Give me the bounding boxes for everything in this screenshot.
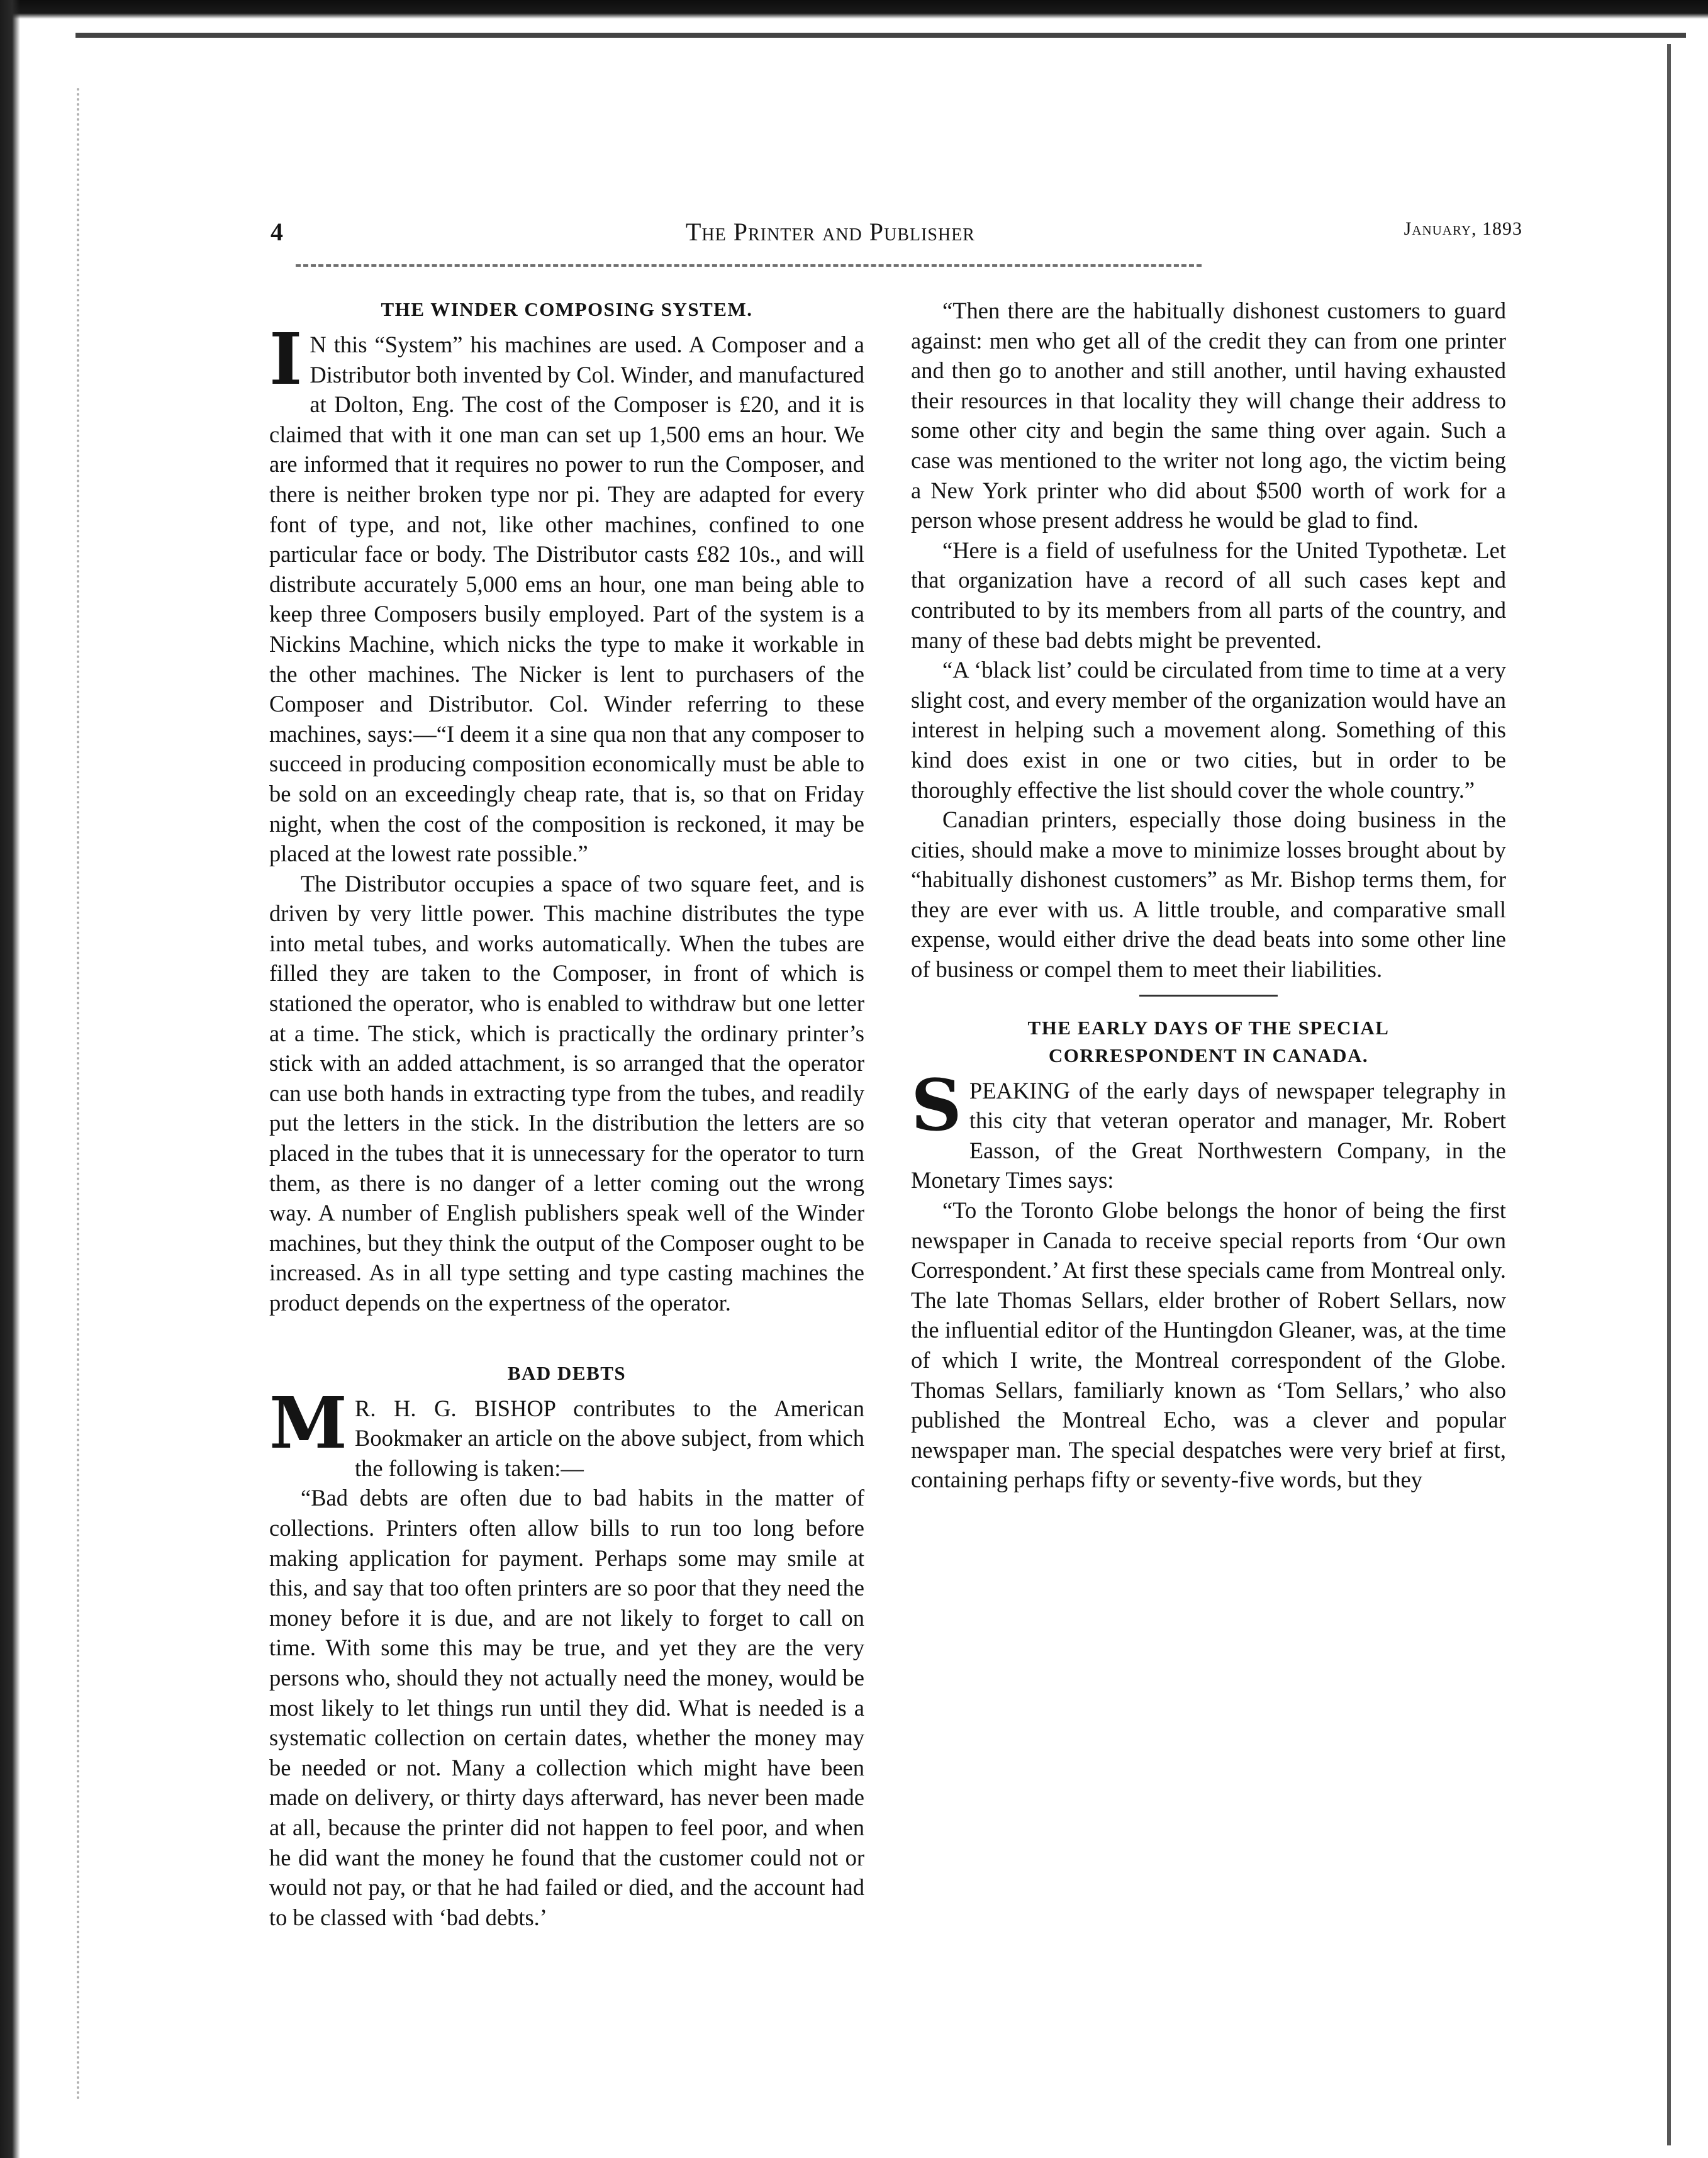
winder-paragraph-2: The Distributor occupies a space of two square feet, and is driven by very little power. This machine distributes the type into metal tubes, and works automatically. When the tubes are filled they are taken to the Composer, in front of which is stationed the operator, who is enabled to withdraw but one letter at a time. The stick, which is practically the ordinary printer’s stick with an added attachment, is so arranged that the operator can use both hands in extracting type from the tubes, and readily put the letters in the stick. In the distribution the letters are so placed in the tubes that it is unnecessary for the operator to turn them, as there is no danger of a letter coming out the wrong way. A number of English publishers speak well of the Winder machines, but they think the output of the Composer ought to be increased. As in all type setting and type casting machines the product depends on the expertness of the operator. bbox=[269, 870, 864, 1316]
left-column bbox=[269, 296, 864, 1932]
right-column bbox=[911, 296, 1506, 1495]
early-days-paragraph-1 bbox=[911, 1064, 1506, 1195]
bad-debts-paragraph-5: “A ‘black list’ could be circulated from time to time at a very slight cost, and every member of the organization would have an interest in helping such a movement along. Something of this kind does exist in one or two cities, but in order to be thoroughly effective the list should cover the whole country.” bbox=[911, 657, 1506, 803]
bad-debts-dropcap: M bbox=[269, 1382, 347, 1465]
header-rule bbox=[296, 264, 1202, 267]
issue-date: January, 1893 bbox=[1404, 218, 1522, 239]
page-number: 4 bbox=[271, 218, 283, 246]
journal-title: The Printer and Publisher bbox=[686, 218, 975, 246]
bad-debts-paragraph-1-text: R. H. G. BISHOP contributes to the American Bookmaker an article on the above subject, from which the following is taken:— bbox=[354, 1395, 864, 1481]
section-divider bbox=[1139, 995, 1278, 997]
winder-article-title: THE WINDER COMPOSING SYSTEM. bbox=[381, 298, 753, 320]
bad-debts-title: BAD DEBTS bbox=[507, 1361, 627, 1384]
early-days-dropcap: S bbox=[911, 1064, 962, 1147]
scan-top-border bbox=[0, 0, 1708, 19]
page-header bbox=[271, 217, 1522, 261]
early-days-title-line-2: CORRESPONDENT IN CANADA. bbox=[1048, 1044, 1369, 1066]
scan-right-border bbox=[1667, 44, 1671, 2145]
winder-dropcap: I bbox=[269, 318, 303, 401]
scan-left-edge bbox=[77, 88, 82, 2101]
bad-debts-paragraph-1 bbox=[269, 1382, 864, 1484]
bad-debts-paragraph-3: “Then there are the habitually dishonest customers to guard against: men who get all of the credit they can from one printer and then go to another and still another, until having exhausted their resources in that locality they will change their address to some other city and begin the same thing over again. Such a case was mentioned to the writer not long ago, the victim being a New York printer who did about $500 worth of work for a person whose present address he would be glad to find. bbox=[911, 298, 1506, 534]
scan-left-border bbox=[0, 0, 20, 2158]
winder-paragraph-1 bbox=[269, 318, 864, 869]
bad-debts-paragraph-6: Canadian printers, especially those doing business in the cities, should make a move to minimize losses brought about by “habitually dishonest customers” as Mr. Bishop terms them, for they are ever with us. A little trouble, and comparative small expense, would either drive the dead beats into some other line of business or compel them to meet their liabilities. bbox=[911, 807, 1506, 983]
scan-top-rule bbox=[75, 33, 1686, 47]
early-days-paragraph-1-text: PEAKING of the early days of newspaper telegraphy in this city that veteran operator and manager, Mr. Robert Easson, of the Great Northwestern Company, in the Monetary Times says: bbox=[911, 1077, 1506, 1194]
bad-debts-paragraph-2: “Bad debts are often due to bad habits in the matter of collections. Printers often allow bills to run too long before making application for payment. Perhaps some may smile at this, and say that too often printers are so poor that they need the money before it is due, and are not likely to forget to call on time. With some this may be true, and yet they are the very persons who, should they not actually need the money, would be most likely to let things run until they did. What is needed is a systematic collection on certain dates, whether the money may be needed or not. Many a collection which might have been made on delivery, or thirty days afterward, has never been made at all, because the printer did not happen to feel poor, and when he did want the money he found that the customer could not or would not pay, or that he had failed or died, and the account had to be classed with ‘bad debts.’ bbox=[269, 1485, 864, 1930]
early-days-title-line-1: THE EARLY DAYS OF THE SPECIAL bbox=[1027, 1016, 1390, 1039]
bad-debts-paragraph-4: “Here is a field of usefulness for the United Typothetæ. Let that organization have a record of all such cases kept and contributed to by its members from all parts of the country, and many of these bad debts might be prevented. bbox=[911, 537, 1506, 653]
early-days-paragraph-2: “To the Toronto Globe belongs the honor of being the first newspaper in Canada to receive special reports from ‘Our own Correspondent.’ At first these specials came from Montreal only. The late Thomas Sellars, elder brother of Robert Sellars, now the influential editor of the Huntingdon Gleaner, was, at the time of which I write, the Montreal correspondent of the Globe. Thomas Sellars, familiarly known as ‘Tom Sellars,’ who also published the Montreal Echo, was a clever and popular newspaper man. The special despatches were very brief at first, containing perhaps fifty or seventy-five words, but they bbox=[911, 1197, 1506, 1493]
winder-paragraph-1-text: N this “System” his machines are used. A Composer and a Distributor both invented by Col. Winder, and manufactured at Dolton, Eng. The cost of the Composer is £20, and it is claimed that with it one man can set up 1,500 ems an hour. We are informed that it requires no power to run the Composer, and there is neither broken type nor pi. They are adapted for every font of type, and not, like other machines, confined to one particular face or body. The Distributor casts £82 10s., and will distribute accurately 5,000 ems an hour, one man being able to keep three Composers busily employed. Part of the system is a Nickins Machine, which nicks the type to make it workable in the other machines. The Nicker is lent to purchasers of the Composer and Distributor. Col. Winder referring to these machines, says:—“I deem it a sine qua non that any composer to succeed in producing composition economically must be able to be sold on an exceedingly cheap rate, that is, so that on Friday night, when the cost of the composition is reckoned, it may be placed at the lowest rate possible.” bbox=[269, 332, 864, 867]
